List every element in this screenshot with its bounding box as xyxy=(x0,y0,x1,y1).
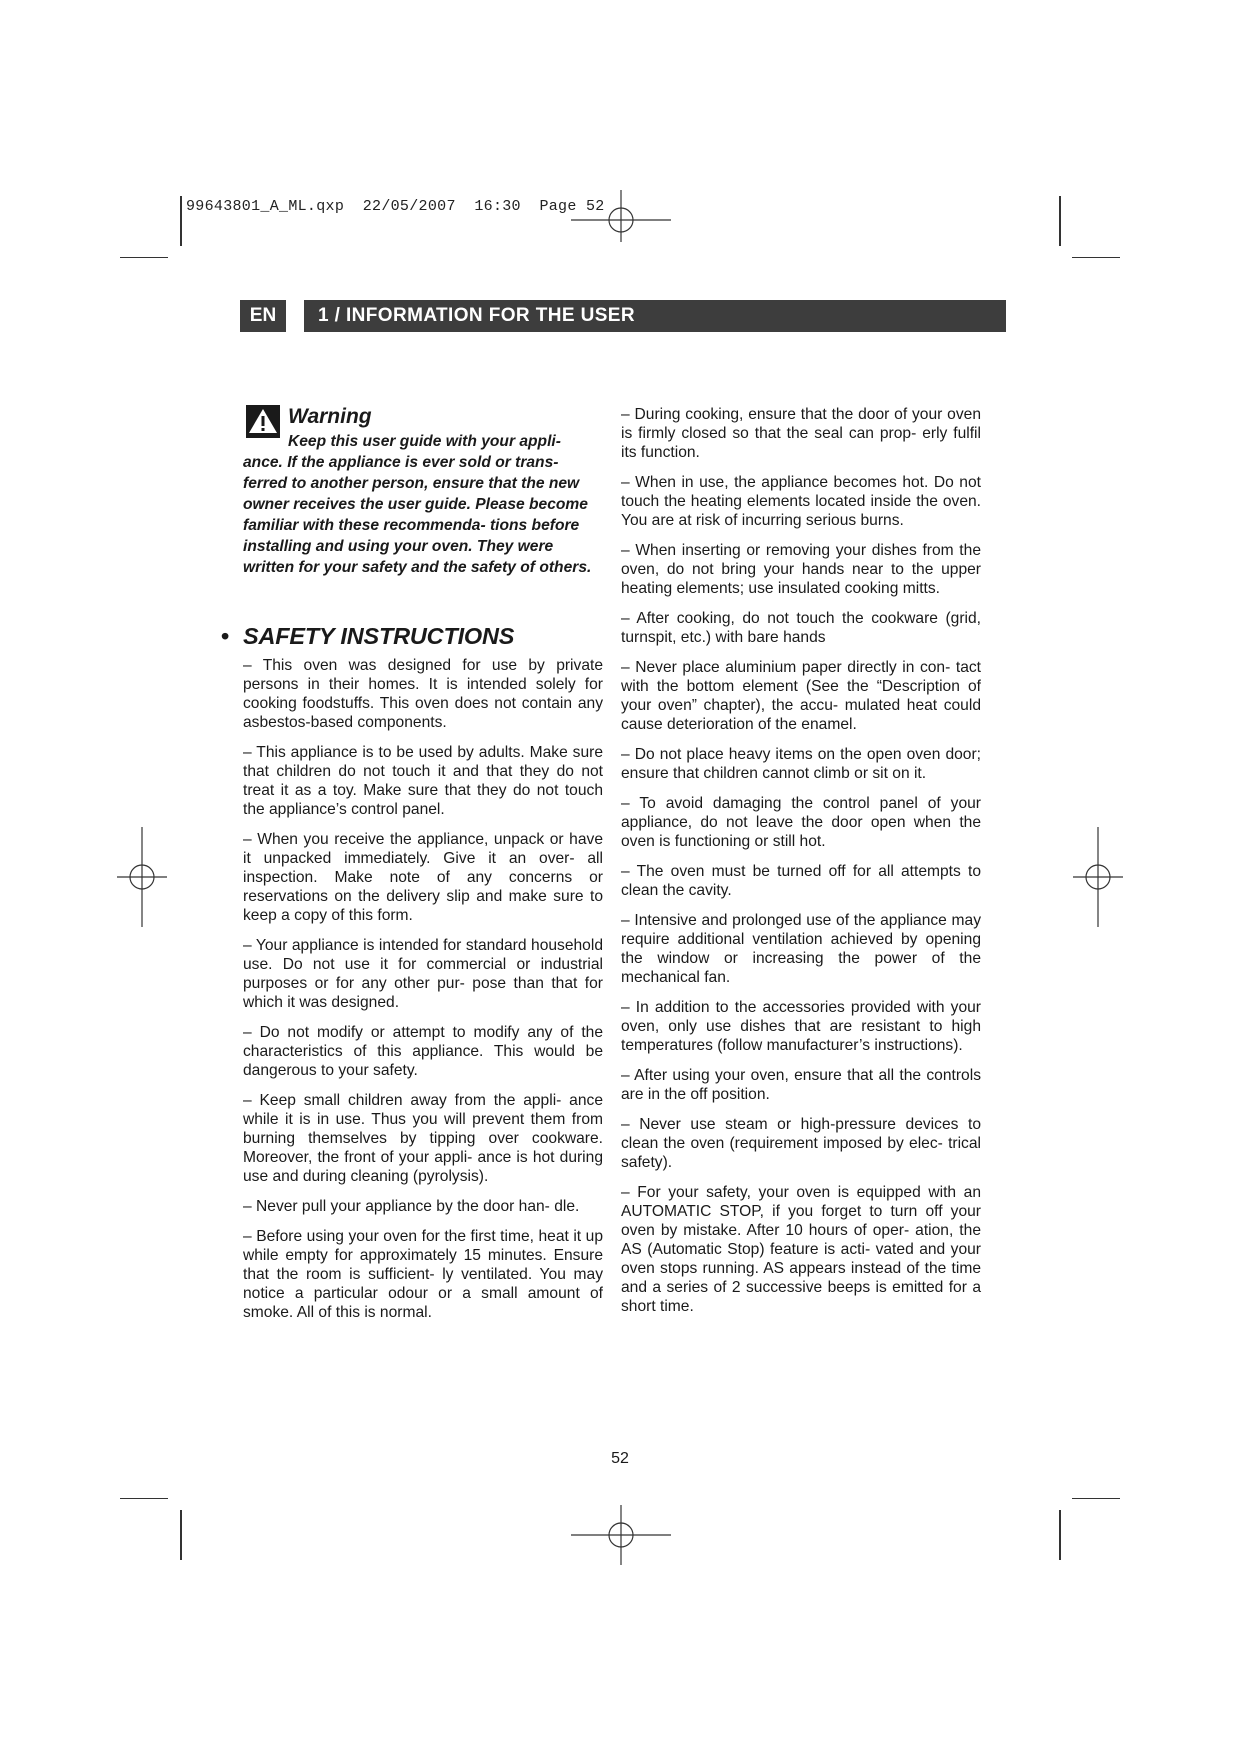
paragraph: – When in use, the appliance becomes hot. Do not touch the heating elements located inside the oven. You are at risk of incurring serious burns. xyxy=(621,474,981,529)
paragraph: – Your appliance is intended for standard household use. Do not use it for commercial or industrial purposes or for any other pur- pose than that for which it was designed. xyxy=(243,937,603,1011)
crop-mark-bottom-right-horizontal xyxy=(1072,1498,1120,1499)
left-column xyxy=(221,405,603,1333)
warning-text-first-line: Keep this user guide with your appli- xyxy=(288,433,561,450)
paragraph: – During cooking, ensure that the door of your oven is firmly closed so that the seal can prop- erly fulfil its function. xyxy=(621,406,981,461)
paragraph: – In addition to the accessories provided with your oven, only use dishes that are resistant to high temperatures (follow manufacturer’s instructions). xyxy=(621,999,981,1054)
paragraph: – After cooking, do not touch the cookware (grid, turnspit, etc.) with bare hands xyxy=(621,610,981,646)
paragraph: – For your safety, your oven is equipped with an AUTOMATIC STOP, if you forget to turn off your oven by mistake. After 10 hours of oper- ation, the AS (Automatic Stop) feature is acti- vated and your oven stops running. AS appears instead of the time and a series of 2 successive beeps is emitted for a short time. xyxy=(621,1184,981,1315)
warning-text-body: ance. If the appliance is ever sold or trans- ferred to another person, ensure that the new owner receives the user guide. Please become familiar with these recommenda- tions before installing and using your oven. They were written for your safety and the safety of others. xyxy=(243,454,592,576)
section-title xyxy=(221,622,603,650)
left-paragraph-list xyxy=(243,656,603,1322)
page-number: 52 xyxy=(611,1450,629,1467)
section-title-text: SAFETY INSTRUCTIONS xyxy=(243,623,515,649)
warning-header xyxy=(243,405,603,439)
chapter-title: 1 / INFORMATION FOR THE USER xyxy=(304,300,1006,332)
paragraph: – The oven must be turned off for all attempts to clean the cavity. xyxy=(621,863,981,899)
bullet-icon: • xyxy=(221,623,230,649)
crop-mark-top-left-horizontal xyxy=(120,257,168,258)
crop-mark-top-left-vertical xyxy=(180,196,182,246)
language-label: EN xyxy=(240,300,286,332)
crop-mark-bottom-left-horizontal xyxy=(120,1498,168,1499)
paragraph: – Never use steam or high-pressure devices to clean the oven (requirement imposed by elec- trical safety). xyxy=(621,1116,981,1171)
printer-slug: 99643801_A_ML.qxp 22/05/2007 16:30 Page 52 xyxy=(186,198,605,215)
warning-title: Warning xyxy=(288,405,372,428)
paragraph: – Never pull your appliance by the door han- dle. xyxy=(243,1198,580,1215)
right-column xyxy=(621,405,981,1327)
warning-text xyxy=(243,431,603,578)
paragraph: – Do not modify or attempt to modify any of the characteristics of this appliance. This would be dangerous to your safety. xyxy=(243,1024,603,1079)
paragraph: – Before using your oven for the first time, heat it up while empty for approximately 15 minutes. Ensure that the room is sufficient- ly ventilated. You may notice a particular odour or a small amount of smoke. All of this is normal. xyxy=(243,1228,603,1321)
warning-triangle-icon xyxy=(246,405,280,438)
paragraph: – To avoid damaging the control panel of your appliance, do not leave the door open when the oven is functioning or still hot. xyxy=(621,795,981,850)
registration-mark-left xyxy=(92,827,192,927)
paragraph: – This appliance is to be used by adults. Make sure that children do not touch it and that they do not treat it as a toy. Make sure that they do not touch the appliance’s control panel. xyxy=(243,744,603,818)
crop-mark-top-right-horizontal xyxy=(1072,257,1120,258)
paragraph: – After using your oven, ensure that all the controls are in the off position. xyxy=(621,1067,981,1103)
paragraph: – This oven was designed for use by private persons in their homes. It is intended solely for cooking foodstuffs. This oven does not contain any asbestos-based components. xyxy=(243,657,603,731)
registration-mark-bottom xyxy=(571,1485,671,1585)
paragraph: – Intensive and prolonged use of the appliance may require additional ventilation achieved by opening the window or increasing the power of the mechanical fan. xyxy=(621,912,981,986)
paragraph: – Do not place heavy items on the open oven door; ensure that children cannot climb or sit on it. xyxy=(621,746,981,782)
paragraph: – When you receive the appliance, unpack or have it unpacked immediately. Give it an over- all inspection. Make note of any concerns or reservations on the delivery slip and make sure to keep a copy of this form. xyxy=(243,831,603,924)
paragraph: – Never place aluminium paper directly in con- tact with the bottom element (See the “Description of your oven” chapter), the accu- mulated heat could cause deterioration of the enamel. xyxy=(621,659,981,733)
paragraph: – Keep small children away from the appli- ance while it is in use. Thus you will prevent them from burning themselves by tipping over cookware. Moreover, the front of your appli- ance is hot during use and during cleaning (pyrolysis). xyxy=(243,1092,603,1185)
paragraph: – When inserting or removing your dishes from the oven, do not bring your hands near to the upper heating elements; use insulated cooking mitts. xyxy=(621,542,981,597)
crop-mark-bottom-right-vertical xyxy=(1059,1510,1061,1560)
registration-mark-top xyxy=(571,170,671,270)
crop-mark-top-right-vertical xyxy=(1059,196,1061,246)
crop-mark-bottom-left-vertical xyxy=(180,1510,182,1560)
registration-mark-right xyxy=(1048,827,1148,927)
